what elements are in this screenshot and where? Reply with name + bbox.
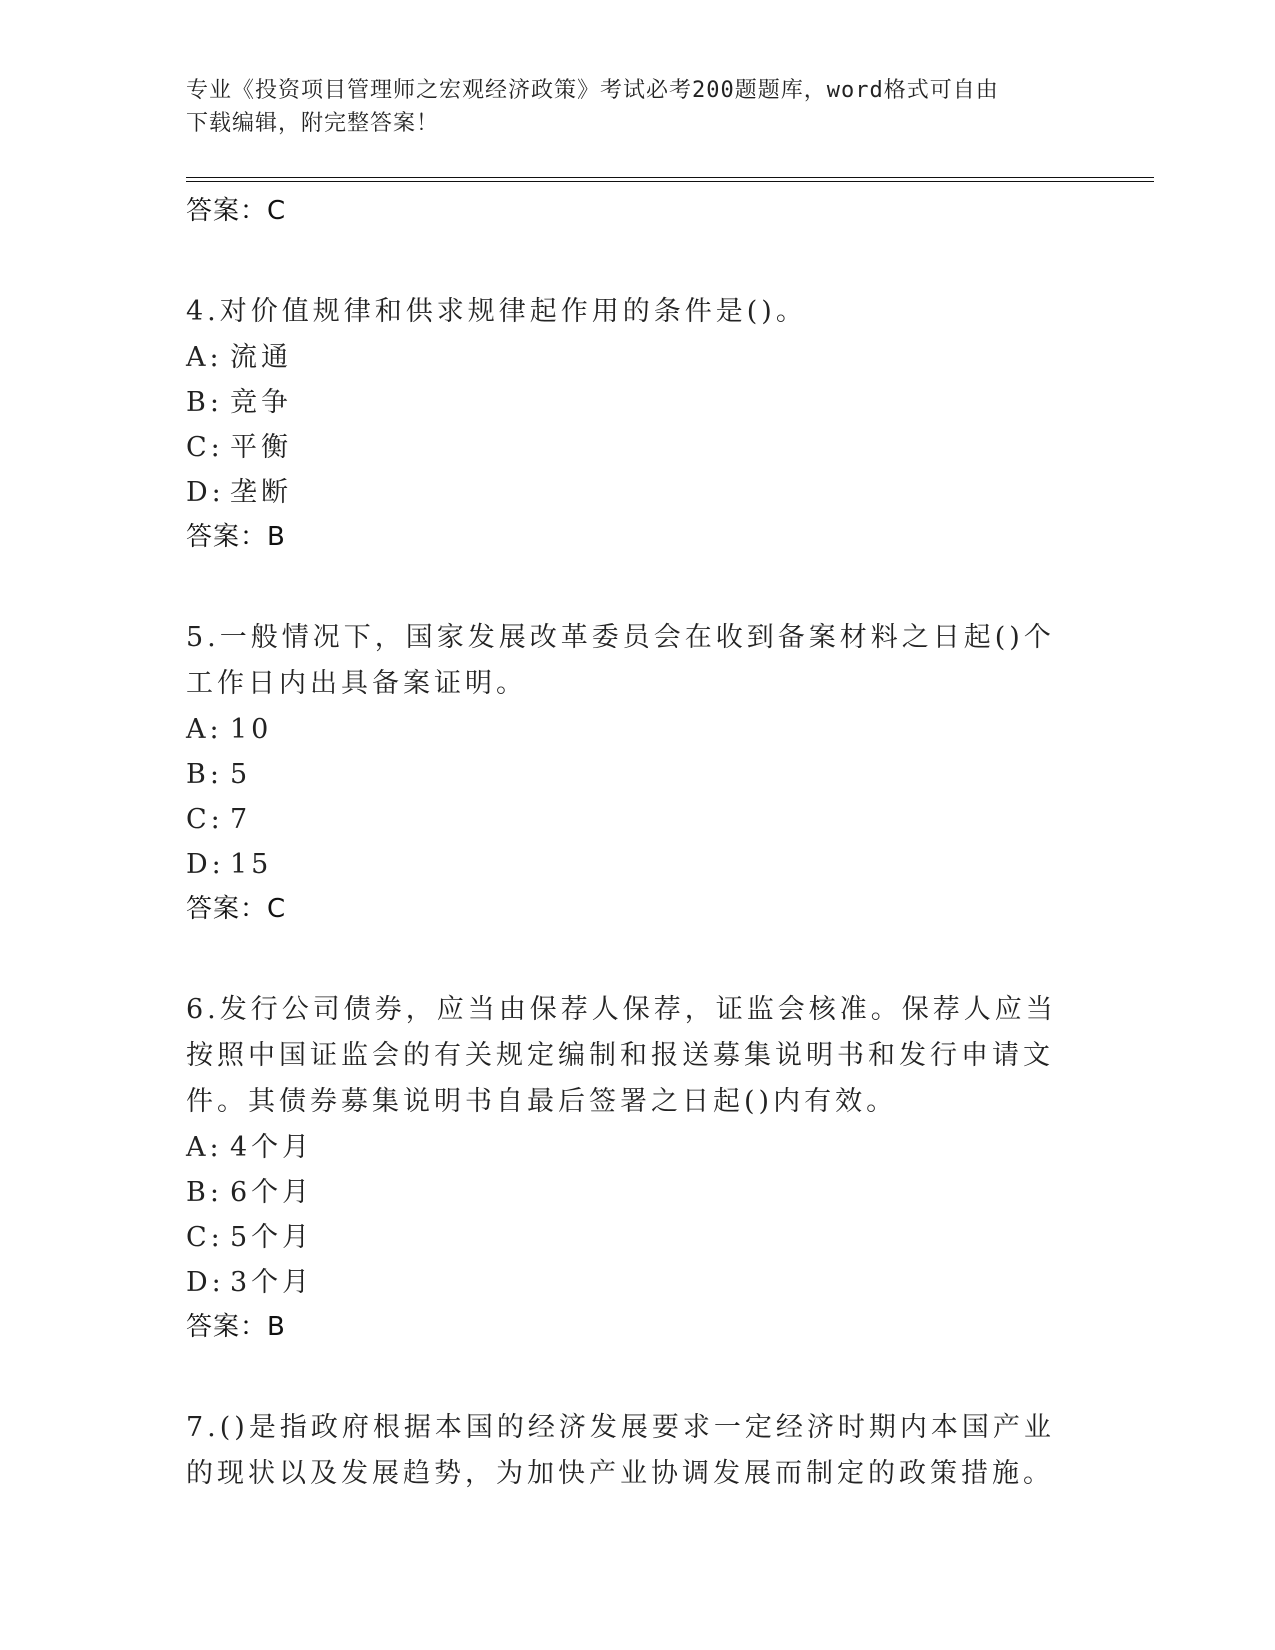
option-label: C: — [186, 804, 224, 835]
question-block — [186, 1405, 1066, 1497]
option-a — [186, 335, 1066, 380]
option-label: A: — [186, 1132, 223, 1163]
answer-line — [186, 515, 1066, 560]
option-text: 15 — [230, 849, 273, 880]
option-text: 6个月 — [230, 1177, 314, 1208]
question-text: 7.()是指政府根据本国的经济发展要求一定经济时期内本国产业的现状以及发展趋势，为加快产业协调发展而制定的政策措施。 — [186, 1412, 1055, 1489]
option-b — [186, 380, 1066, 425]
option-text: 5 — [230, 759, 252, 790]
option-label: D: — [186, 1267, 225, 1298]
question-text: 4.对价值规律和供求规律起作用的条件是()。 — [186, 296, 807, 327]
option-text: 7 — [230, 804, 252, 835]
option-label: D: — [186, 849, 225, 880]
option-text: 流通 — [230, 342, 292, 373]
answer-line — [186, 189, 1066, 234]
header-line-1: 专业《投资项目管理师之宏观经济政策》考试必考200题题库，word格式可自由 — [186, 78, 999, 103]
option-text: 4个月 — [230, 1132, 314, 1163]
option-c — [186, 797, 1066, 842]
option-b — [186, 752, 1066, 797]
answer-prefix: 答案： — [186, 522, 268, 552]
option-label: C: — [186, 432, 224, 463]
question-content — [186, 189, 1066, 1497]
spacer — [186, 560, 1066, 615]
option-a — [186, 707, 1066, 752]
answer-value: C — [267, 196, 287, 226]
answer-line — [186, 887, 1066, 932]
question-block — [186, 289, 1066, 560]
option-label: A: — [186, 342, 223, 373]
option-text: 10 — [230, 714, 273, 745]
option-d — [186, 842, 1066, 887]
option-label: B: — [186, 387, 223, 418]
option-c — [186, 425, 1066, 470]
option-text: 垄断 — [230, 477, 292, 508]
option-text: 竞争 — [230, 387, 292, 418]
option-label: B: — [186, 1177, 223, 1208]
option-c — [186, 1215, 1066, 1260]
option-text: 平衡 — [230, 432, 292, 463]
option-d — [186, 1260, 1066, 1305]
option-label: A: — [186, 714, 223, 745]
answer-line — [186, 1305, 1066, 1350]
option-label: D: — [186, 477, 225, 508]
spacer — [186, 932, 1066, 987]
header-line-2: 下载编辑，附完整答案！ — [186, 111, 440, 136]
answer-prefix: 答案： — [186, 196, 268, 226]
question-block — [186, 615, 1066, 932]
option-d — [186, 470, 1066, 515]
question-text: 5.一般情况下，国家发展改革委员会在收到备案材料之日起()个工作日内出具备案证明。 — [186, 622, 1055, 699]
option-label: B: — [186, 759, 223, 790]
question-block — [186, 987, 1066, 1350]
spacer — [186, 234, 1066, 289]
option-a — [186, 1125, 1066, 1170]
answer-value: B — [267, 522, 286, 552]
option-label: C: — [186, 1222, 224, 1253]
option-b — [186, 1170, 1066, 1215]
spacer — [186, 1350, 1066, 1405]
answer-value: C — [267, 894, 287, 924]
answer-prefix: 答案： — [186, 894, 268, 924]
answer-value: B — [267, 1312, 286, 1342]
header-divider — [186, 177, 1154, 178]
answer-prefix: 答案： — [186, 1312, 268, 1342]
header-divider-double — [186, 181, 1154, 182]
option-text: 5个月 — [230, 1222, 314, 1253]
option-text: 3个月 — [230, 1267, 314, 1298]
document-header — [186, 74, 1066, 140]
question-text: 6.发行公司债券，应当由保荐人保荐，证监会核准。保荐人应当按照中国证监会的有关规定编制和报送募集说明书和发行申请文件。其债券募集说明书自最后签署之日起()内有效。 — [186, 994, 1057, 1117]
